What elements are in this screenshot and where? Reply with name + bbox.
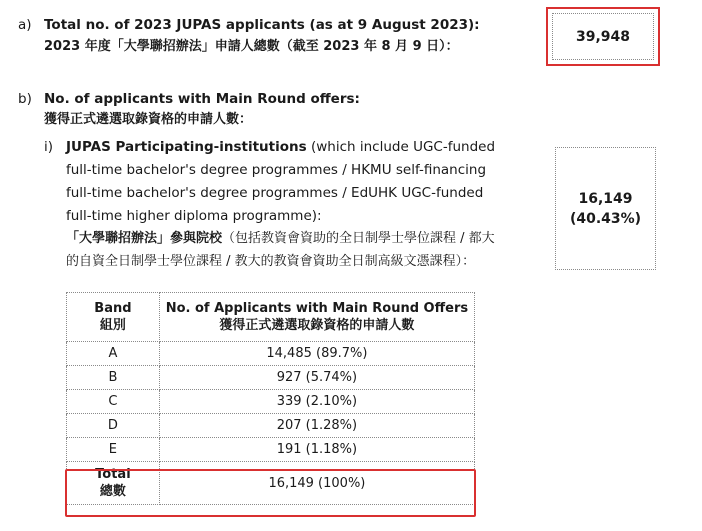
band-cell: C xyxy=(67,390,160,414)
band-table xyxy=(66,292,475,505)
table-row xyxy=(67,390,475,414)
table-row xyxy=(67,414,475,438)
section-a-marker: a) xyxy=(18,17,32,33)
main-round-offers-percent: (40.43%) xyxy=(569,210,642,227)
total-label-en: Total xyxy=(95,467,131,482)
section-a-title-en: Total no. of 2023 JUPAS applicants (as at 9 August 2023): xyxy=(44,17,480,33)
item-i-line3: full-time bachelor's degree programmes / EdUHK UGC-funded xyxy=(66,185,484,201)
offers-cell: 927 (5.74%) xyxy=(159,366,474,390)
offers-column-header xyxy=(159,293,474,342)
offers-cell: 191 (1.18%) xyxy=(159,438,474,462)
band-header-en: Band xyxy=(94,301,132,316)
main-round-offers-box xyxy=(555,147,656,270)
table-total-row xyxy=(67,462,475,505)
total-applicants-value: 39,948 xyxy=(575,28,631,45)
item-i-zh-line1 xyxy=(66,230,495,248)
item-i-line4: full-time higher diploma programme): xyxy=(66,208,322,224)
band-table-header xyxy=(67,293,475,342)
item-i-lead-bold: JUPAS Participating-institutions xyxy=(66,139,307,155)
item-i-line2: full-time bachelor's degree programmes / HKMU self-financing xyxy=(66,162,487,178)
offers-cell: 14,485 (89.7%) xyxy=(159,342,474,366)
band-column-header xyxy=(67,293,160,342)
section-a-title-zh: 2023 年度「大學聯招辦法」申請人總數（截至 2023 年 8 月 9 日）： xyxy=(44,39,459,54)
section-b-title-en: No. of applicants with Main Round offers: xyxy=(44,91,360,107)
section-b-title-zh: 獲得正式遴選取錄資格的申請人數： xyxy=(44,112,253,127)
table-row xyxy=(67,438,475,462)
item-i-line1-rest: (which include UGC-funded xyxy=(306,139,496,155)
total-value-cell: 16,149 (100%) xyxy=(159,462,474,505)
offers-cell: 207 (1.28%) xyxy=(159,414,474,438)
item-i-zh-bold: 「大學聯招辦法」參與院校 xyxy=(66,231,223,246)
band-header-zh: 組別 xyxy=(99,318,126,333)
table-row xyxy=(67,342,475,366)
band-cell: D xyxy=(67,414,160,438)
item-i-marker: i) xyxy=(44,139,54,155)
section-b-marker: b) xyxy=(18,91,32,107)
table-row xyxy=(67,366,475,390)
band-cell: B xyxy=(67,366,160,390)
total-label-zh: 總數 xyxy=(99,484,126,499)
item-i-zh-rest: （包括教資會資助的全日制學士學位課程 / 都大 xyxy=(222,231,495,246)
main-round-offers-value: 16,149 xyxy=(578,190,633,207)
total-label-cell xyxy=(67,462,160,505)
item-i-line1 xyxy=(66,138,495,156)
band-cell: E xyxy=(67,438,160,462)
offers-cell: 339 (2.10%) xyxy=(159,390,474,414)
band-cell: A xyxy=(67,342,160,366)
item-i-zh-line2: 的自資全日制學士學位課程 / 教大的教資會資助全日制高級文憑課程）： xyxy=(66,254,476,269)
total-applicants-box xyxy=(546,7,660,66)
offers-header-en: No. of Applicants with Main Round Offers xyxy=(165,301,469,316)
offers-header-zh: 獲得正式遴選取錄資格的申請人數 xyxy=(219,318,415,333)
